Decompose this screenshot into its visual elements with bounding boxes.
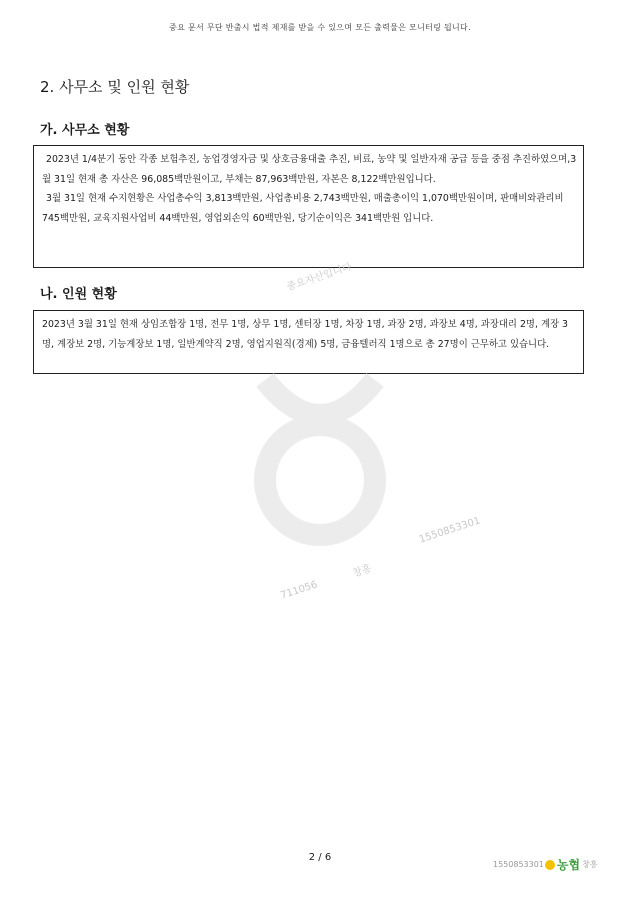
watermark-org-text: 창흥 [351,563,374,580]
office-status-paragraph-2: 3월 31일 현재 수지현황은 사업총수익 3,813백만원, 사업총비용 2,743백만원, 매출총이익 1,070백만원이며, 판매비와관리비 745백만원, 교육지원사업비 44백만원, 영업외손익 60백만원, 당기순이익은 341백만원 입니다. [42,193,564,224]
nonghyup-logo-icon [545,860,555,870]
footer-id-text: 1550853301 [493,860,544,869]
footer-watermark [493,856,598,873]
office-status-box [33,145,584,268]
watermark-emblem-icon [225,360,415,550]
page-number: 2 / 6 [308,852,332,863]
staff-status-paragraph: 2023년 3월 31일 현재 상임조합장 1명, 전무 1명, 상무 1명, 센터장 1명, 차장 1명, 과장 2명, 과장보 4명, 과장대리 2명, 계장 3명, 계장보 2명, 기능계장보 1명, 일반계약직 2명, 영업지원직(경제) 5명, 금융텔러직 1명으로 총 27명이 근무하고 있습니다. [42,319,568,350]
watermark-id-text-2: 711056 [279,579,319,602]
office-status-title: 가. 사무소 현황 [40,123,130,138]
footer-logo-text: 농협 [556,858,581,872]
staff-status-title: 나. 인원 현황 [40,287,117,302]
footer-org-text: 창흥 [582,860,598,869]
confidential-notice: 중요 문서 무단 반출시 법적 제재를 받을 수 있으며 모든 출력물은 모니터링 됩니다. [169,23,471,32]
watermark-asset-text: 중요자산입니다 [285,261,354,294]
office-status-paragraph-1: 2023년 1/4분기 동안 각종 보험추진, 농업경영자금 및 상호금융대출 추진, 비료, 농약 및 일반자재 공급 등을 중점 추진하였으며,3월 31일 현재 총 자산은 96,085백만원이고, 부채는 87,963백만원, 자본은 8,122백만원입니다. [42,154,577,185]
section-title: 2. 사무소 및 인원 현황 [40,78,190,96]
watermark-id-text: 1550853301 [417,515,482,546]
